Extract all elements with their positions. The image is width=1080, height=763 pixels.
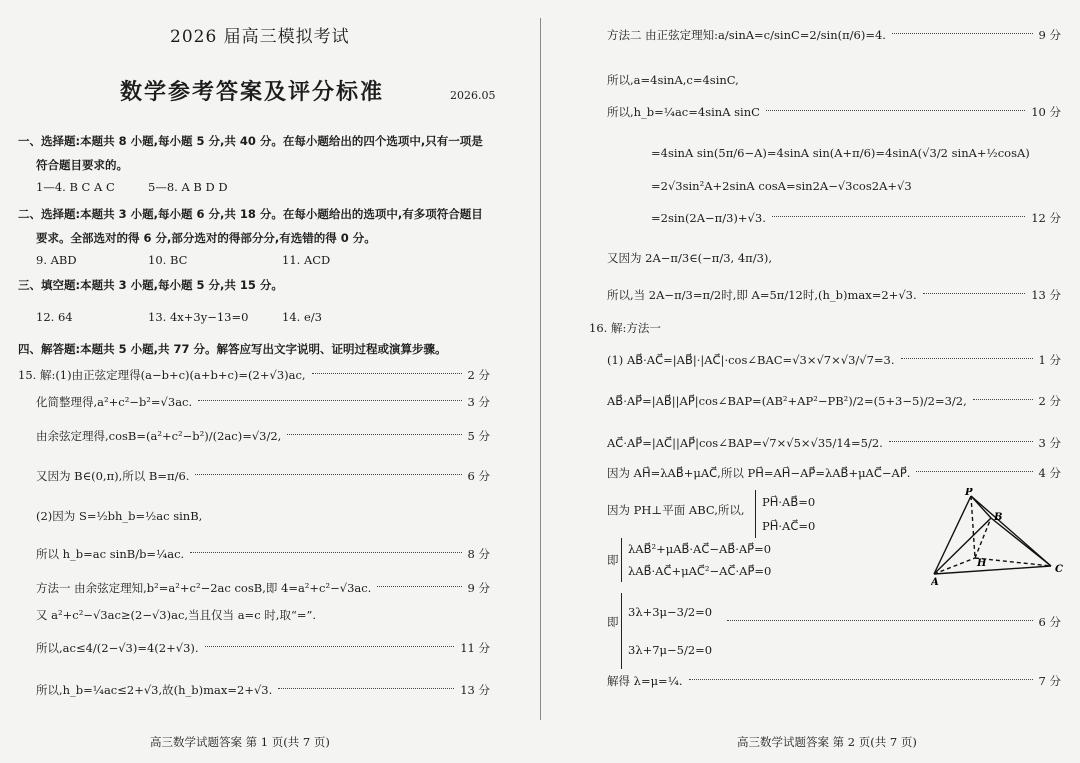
tetrahedron-figure: [931, 488, 1071, 588]
section-3-title: 三、填空题:本题共 3 小题,每小题 5 分,共 15 分。: [18, 278, 283, 292]
q15-line-6: 所以 h_b=ac sinB/b=¼ac. 8 分: [36, 547, 490, 561]
label-b: B: [994, 512, 1003, 523]
q16-system-2: [621, 538, 771, 582]
page-1-footer: 高三数学试题答案 第 1 页(共 7 页): [150, 735, 330, 749]
page-2: [541, 0, 1080, 763]
answer-13: 13. 4x+3y−13=0: [148, 310, 249, 324]
m2-line-1: 方法二 由正弦定理知:a/sinA=c/sinC=2/sin(π/6)=4. 9 分: [607, 28, 1061, 42]
answer-9: 9. ABD: [36, 253, 77, 267]
q15-line-10: 所以,h_b=¼ac≤2+√3,故(h_b)max=2+√3. 13 分: [36, 683, 490, 697]
label-c: C: [1055, 564, 1063, 575]
q15-line-7: 方法一 由余弦定理知,b²=a²+c²−2ac cosB,即 4=a²+c²−√3ac. 9 分: [36, 581, 490, 595]
segment-ph: [971, 496, 975, 558]
main-title: 数学参考答案及评分标准: [120, 80, 385, 105]
q15-line-3: 由余弦定理得,cosB=(a²+c²−b²)/(2ac)=√3/2, 5 分: [36, 429, 490, 443]
answer-14: 14. e/3: [282, 310, 322, 324]
answer-11: 11. ACD: [282, 253, 331, 267]
edge-bc: [991, 518, 1051, 566]
sys2-eq2: λAB⃗·AC⃗+μAC⃗²−AC⃗·AP⃗=0: [628, 564, 772, 578]
answers-1-4: 1—4. B C A C: [36, 180, 115, 194]
q16-ji-2: 即: [607, 615, 619, 629]
label-a: A: [931, 577, 939, 588]
m2-line-6: =2sin(2A−π/3)+√3. 12 分: [651, 211, 1061, 225]
answer-12: 12. 64: [36, 310, 73, 324]
m2-line-2: 所以,a=4sinA,c=4sinC,: [607, 73, 739, 87]
section-1-title: 一、选择题:本题共 8 小题,每小题 5 分,共 40 分。在每小题给出的四个选项中,只有一项是: [18, 134, 483, 148]
q16-line-4: 因为 AH⃗=λAB⃗+μAC⃗,所以 PH⃗=AH⃗−AP⃗=λAB⃗+μAC⃗−AP⃗. 4 分: [607, 466, 1061, 480]
q16-heading: 16. 解:方法一: [589, 321, 661, 335]
m2-line-5: =2√3sin²A+2sinA cosA=sin2A−√3cos2A+√3: [651, 179, 912, 193]
label-h: H: [977, 558, 987, 569]
edge-pc: [971, 496, 1051, 566]
section-2-title-cont: 要求。全部选对的得 6 分,部分选对的得部分分,有选错的得 0 分。: [36, 231, 376, 245]
exam-date: 2026.05: [450, 89, 496, 102]
sys3-eq1: 3λ+3μ−3/2=0: [628, 605, 713, 619]
q15-line-9: 所以,ac≤4/(2−√3)=4(2+√3). 11 分: [36, 641, 490, 655]
exam-title: 2026 届高三模拟考试: [170, 27, 350, 47]
sys1-eq1: PH⃗·AB⃗=0: [762, 495, 816, 509]
m2-line-7: 又因为 2A−π/3∈(−π/3, 4π/3),: [607, 251, 773, 265]
sys1-eq2: PH⃗·AC⃗=0: [762, 519, 816, 533]
edge-pb: [971, 496, 991, 518]
q15-line-4: 又因为 B∈(0,π),所以 B=π/6. 6 分: [36, 469, 490, 483]
section-1-title-cont: 符合题目要求的。: [36, 158, 128, 172]
q16-system-1: [755, 490, 815, 538]
section-2-title: 二、选择题:本题共 3 小题,每小题 6 分,共 18 分。在每小题给出的选项中,有多项符合题目: [18, 207, 483, 221]
label-p: P: [965, 488, 973, 498]
q16-line-3: AC⃗·AP⃗=|AC⃗||AP⃗|cos∠BAP=√7×√5×√35/14=5/2. 3 分: [607, 436, 1061, 450]
section-4-title: 四、解答题:本题共 5 小题,共 77 分。解答应写出文字说明、证明过程或演算步骤。: [18, 342, 447, 356]
q15-line-2: 化简整理得,a²+c²−b²=√3ac. 3 分: [36, 395, 490, 409]
page-2-footer: 高三数学试题答案 第 2 页(共 7 页): [737, 735, 917, 749]
q15-line-5: (2)因为 S=½bh_b=½ac sinB,: [36, 509, 203, 523]
q16-ji-1: 即: [607, 553, 619, 567]
q16-system-3: [621, 593, 712, 669]
m2-line-3: 所以,h_b=¼ac=4sinA sinC 10 分: [607, 105, 1061, 119]
sys3-eq2: 3λ+7μ−5/2=0: [628, 643, 713, 657]
m2-line-4: =4sinA sin(5π/6−A)=4sinA sin(A+π/6)=4sinA(√3/2 sinA+½cosA): [651, 146, 1030, 160]
q15-line-8: 又 a²+c²−√3ac≥(2−√3)ac,当且仅当 a=c 时,取“=”.: [36, 608, 316, 622]
answer-10: 10. BC: [148, 253, 188, 267]
segment-hb: [975, 518, 991, 558]
q15-line-1: 15. 解:(1)由正弦定理得(a−b+c)(a+b+c)=(2+√3)ac, 2 分: [18, 368, 490, 382]
edge-pa: [934, 496, 971, 574]
q16-line-1: (1) AB⃗·AC⃗=|AB⃗|·|AC⃗|·cos∠BAC=√3×√7×√3/√7=3. 1 分: [607, 353, 1061, 367]
q16-final: 解得 λ=μ=¼. 7 分: [607, 674, 1061, 688]
edge-ac: [934, 566, 1051, 574]
answers-5-8: 5—8. A B D D: [148, 180, 228, 194]
q16-perp-text: 因为 PH⊥平面 ABC,所以,: [607, 503, 745, 517]
m2-line-8: 所以,当 2A−π/3=π/2时,即 A=5π/12时,(h_b)max=2+√3. 13 分: [607, 288, 1061, 302]
q16-line-2: AB⃗·AP⃗=|AB⃗||AP⃗|cos∠BAP=(AB²+AP²−PB²)/2=(5+3−5)/2=3/2, 2 分: [607, 394, 1061, 408]
q16-system-3-score: 6 分: [721, 614, 1061, 630]
sys2-eq1: λAB⃗²+μAB⃗·AC⃗−AB⃗·AP⃗=0: [628, 542, 772, 556]
